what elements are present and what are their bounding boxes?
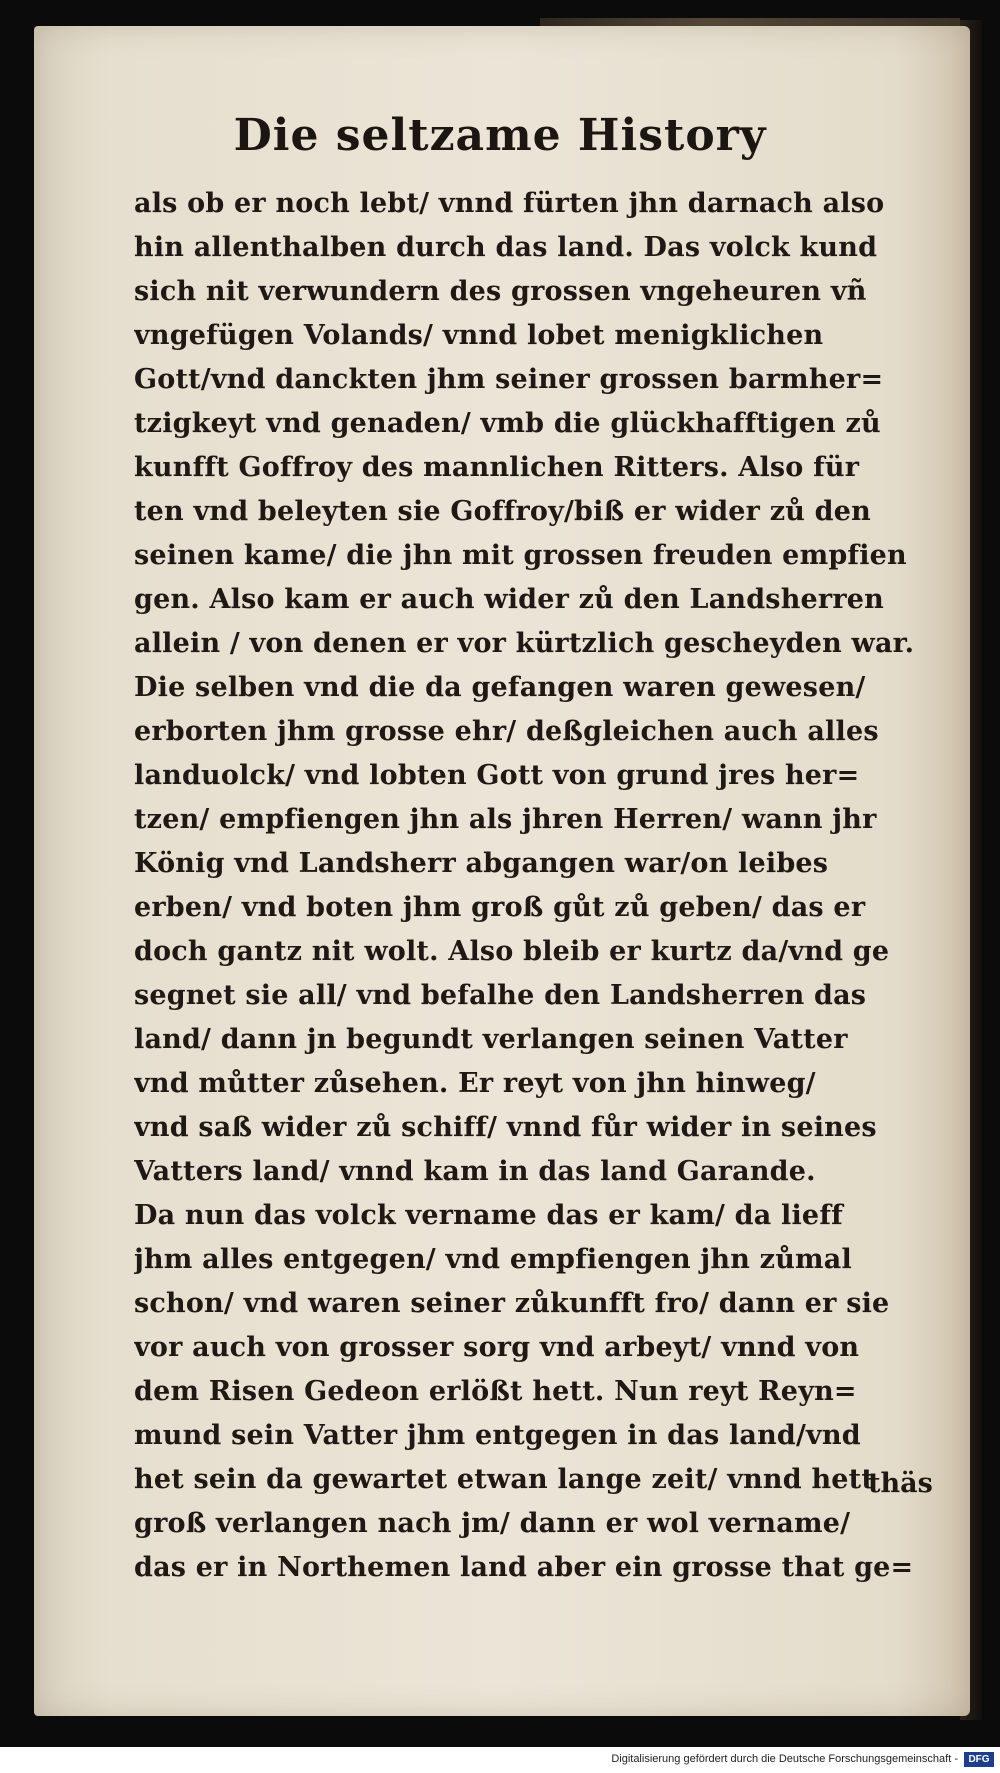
text-line: tzigkeyt vnd genaden/ vmb die glückhafftigen zů <box>134 408 881 439</box>
text-line: doch gantz nit wolt. Also bleib er kurtz da/vnd ge <box>134 936 890 967</box>
text-line: erben/ vnd boten jhm groß gůt zů geben/ das er <box>134 892 866 923</box>
text-line: het sein da gewartet etwan lange zeit/ vnnd hett <box>134 1464 874 1495</box>
text-line: jhm alles entgegen/ vnd empfiengen jhn zůmal <box>134 1244 852 1275</box>
text-line: als ob er noch lebt/ vnnd fürten jhn darnach also <box>134 188 885 219</box>
text-line: König vnd Landsherr abgangen war/on leibes <box>134 848 829 879</box>
text-line: groß verlangen nach jm/ dann er wol vername/ <box>134 1508 851 1539</box>
text-line: schon/ vnd waren seiner zůkunfft fro/ dann er sie <box>134 1288 890 1319</box>
text-line: segnet sie all/ vnd befalhe den Landsherren das <box>134 980 867 1011</box>
text-line: sich nit verwundern des grossen vngeheuren vñ <box>134 276 867 307</box>
page-title: Die seltzame History <box>233 110 767 161</box>
text-line: vnd saß wider zů schiff/ vnnd fůr wider in seines <box>134 1112 877 1143</box>
text-line: vor auch von grosser sorg vnd arbeyt/ vnnd von <box>134 1332 860 1363</box>
text-line: land/ dann jn begundt verlangen seinen Vatter <box>134 1024 848 1055</box>
text-line: vngefügen Volands/ vnnd lobet menigklichen <box>134 320 824 351</box>
text-line: gen. Also kam er auch wider zů den Landsherren <box>134 584 884 615</box>
catchword: thäs <box>868 1468 933 1499</box>
dfg-logo: DFG <box>964 1752 994 1767</box>
text-line: das er in Northemen land aber ein grosse that ge= <box>134 1552 914 1583</box>
footer-bar <box>0 1747 1000 1773</box>
text-line: kunfft Goffroy des mannlichen Ritters. Also für <box>134 452 860 483</box>
text-line: landuolck/ vnd lobten Gott von grund jres her= <box>134 760 860 791</box>
text-line: erborten jhm grosse ehr/ deßgleichen auch alles <box>134 716 879 747</box>
text-line: hin allenthalben durch das land. Das volck kund <box>134 232 878 263</box>
text-line: allein / von denen er vor kürtzlich gescheyden war. <box>134 628 915 659</box>
text-line: Gott/vnd danckten jhm seiner grossen barmher= <box>134 364 884 395</box>
body-text <box>134 182 954 1590</box>
page-header <box>0 110 1000 161</box>
text-line: Vatters land/ vnnd kam in das land Garande. <box>134 1156 816 1187</box>
funding-credit: Digitalisierung gefördert durch die Deutsche Forschungsgemeinschaft - <box>611 1753 958 1765</box>
text-line: dem Risen Gedeon erlößt hett. Nun reyt Reyn= <box>134 1376 857 1407</box>
text-line: seinen kame/ die jhn mit grossen freuden empfien <box>134 540 907 571</box>
text-line: ten vnd beleyten sie Goffroy/biß er wider zů den <box>134 496 871 527</box>
text-line: Die selben vnd die da gefangen waren gewesen/ <box>134 672 866 703</box>
text-line: vnd můtter zůsehen. Er reyt von jhn hinweg/ <box>134 1068 816 1099</box>
text-line: tzen/ empfiengen jhn als jhren Herren/ wann jhr <box>134 804 877 835</box>
text-line: Da nun das volck vername das er kam/ da lieff <box>134 1200 843 1231</box>
text-line: mund sein Vatter jhm entgegen in das land/vnd <box>134 1420 861 1451</box>
